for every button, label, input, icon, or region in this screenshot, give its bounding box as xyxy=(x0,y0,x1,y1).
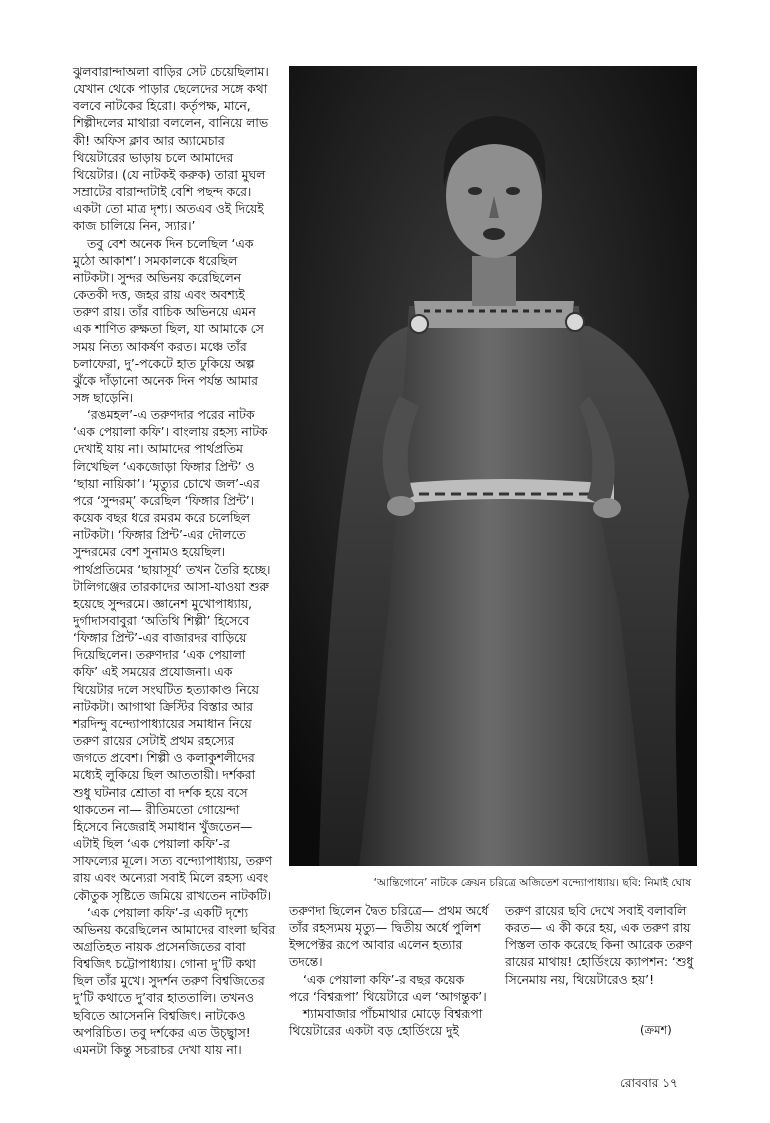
text-line: ‘ফিঙ্গার প্রিন্ট’-এর বাজারদর বাড়িয়ে xyxy=(73,631,247,646)
text-line: ইন্সপেক্টর রূপে আবার এলেন হত্যার xyxy=(289,938,463,953)
text-line: মধ্যেই লুকিয়ে ছিল আততায়ী। দর্শকরা xyxy=(73,768,256,783)
text-line: থিয়েটারের ভাড়ায় চলে আমাদের xyxy=(73,150,234,165)
text-line: তরুণ রায়ের সেটাই প্রথম রহস্যের xyxy=(73,734,235,749)
article-paragraph-4 xyxy=(73,905,277,1059)
text-line: শ্যামবাজার পাঁচমাথার মোড়ে বিশ্বরূপা xyxy=(303,1006,483,1021)
text-line: শরদিন্দু বন্দ্যোপাধ্যায়ের সমাধান নিয়ে xyxy=(73,716,252,731)
text-line: কৌতুক সৃষ্টিতে জমিয়ে রাখতেন নাটকটি। xyxy=(73,888,272,903)
text-line: কেতকী দত্ত, জহর রায় এবং অবশ্যই xyxy=(73,288,245,303)
text-line: ‘রঙমহল’-এ তরুণদার পরের নাটক xyxy=(87,408,255,423)
text-line: অপরিচিত। তবু দর্শকের এত উচ্ছ্বাস! xyxy=(73,1025,251,1040)
text-line: তরুণ রায়। তাঁর বাচিক অভিনয়ে এমন xyxy=(73,305,256,320)
text-line: এটাই ছিল ‘এক পেয়ালা কফি’-র xyxy=(73,837,230,852)
text-line: ‘এক পেয়ালা কফি’-র একটি দৃশ্যে xyxy=(87,905,249,920)
text-line: হিসেবে নিজেরাই সমাধান খুঁজতেন— xyxy=(73,819,253,834)
photo-illustration xyxy=(289,66,697,866)
article-paragraph-1 xyxy=(73,64,277,236)
text-line: চলাফেরা, দু’-পকেটে হাত ঢুকিয়ে অল্প xyxy=(73,356,255,371)
actor-photograph xyxy=(289,66,697,866)
text-line: ঝুঁকে দাঁড়ানো অনেক দিন পর্যন্ত আমার xyxy=(73,373,258,388)
text-line: ‘এক পেয়ালা কফি’। বাংলায় রহস্য নাটক xyxy=(73,425,268,440)
text-line: এমনটা কিন্তু সচরাচর দেখা যায় না। xyxy=(73,1042,242,1057)
text-line: অভিনয় করেছিলেন আমাদের বাংলা ছবির xyxy=(73,922,276,937)
text-line: থিয়েটারের একটা বড় হোর্ডিংয়ে দুই xyxy=(289,1024,459,1039)
article-right-column xyxy=(505,903,700,989)
text-line: নাটকটা। ‘ফিঙ্গার প্রিন্ট’-এর দৌলতে xyxy=(73,528,246,543)
text-line: থিয়েটার। (যে নাটকই করুক) তারা মুঘল xyxy=(73,167,266,182)
text-line: ছবিতে আসেননি বিশ্বজিৎ। নাটকেও xyxy=(73,1008,246,1023)
text-line: শুধু ঘটনার শ্রোতা বা দর্শক হয়ে বসে xyxy=(73,785,248,800)
continued-label: (ক্রমশ) xyxy=(640,1023,672,1037)
text-line: জগতে প্রবেশ। শিল্পী ও কলাকুশলীদের xyxy=(73,751,255,766)
article-middle-column xyxy=(289,903,499,1040)
text-line: মুঠো আকাশ’। সমকালকে ধরেছিল xyxy=(73,253,238,268)
text-line: ছিল তাঁর মুখে। সুদর্শন তরুণ বিশ্বজিতের xyxy=(73,974,265,989)
text-line: তরুণদা ছিলেন দ্বৈত চরিত্রে— প্রথম অর্ধে xyxy=(289,904,489,918)
text-line: সময় নিত্য আকর্ষণ করত। মঞ্চে তাঁর xyxy=(73,339,247,354)
text-line: পার্থপ্রতিমের ‘ছায়াসূর্য’ তখন তৈরি হচ্ছে। xyxy=(73,562,271,577)
text-line: রায় এবং অন্যেরা সবাই মিলে রহস্য এবং xyxy=(73,871,269,886)
text-line: নাটকটা। আগাথা ক্রিস্টির বিস্তার আর xyxy=(73,699,253,714)
article-left-column xyxy=(73,64,277,1059)
text-line: বিশ্বজিৎ চট্টোপাধ্যায়। গোনা দু’টি কথা xyxy=(73,957,256,972)
text-line: টালিগঞ্জের তারকাদের আসা-যাওয়া শুরু xyxy=(73,579,269,594)
text-line: থাকতেন না— রীতিমতো গোয়েন্দা xyxy=(73,802,240,817)
text-line: সিনেমায় নয়, থিয়েটারেও হয়’! xyxy=(505,972,655,987)
text-line: তাঁর রহস্যময় মৃত্যু— দ্বিতীয় অর্ধে পুলিশ xyxy=(289,921,481,936)
text-line: দেখাই যায় না। আমাদের পার্থপ্রতিম xyxy=(73,442,243,457)
text-line: সম্রাটের বারান্দাটাই বেশি পছন্দ করে। xyxy=(73,185,252,200)
text-line: দু’টি কথাতে দু’বার হাততালি। তখনও xyxy=(73,991,254,1006)
article-paragraph-3 xyxy=(73,407,277,905)
text-line: কী! অফিস ক্লাব আর অ্যামেচার xyxy=(73,133,225,148)
text-line: ‘এক পেয়ালা কফি’-র বছর কয়েক xyxy=(303,972,465,987)
text-line: পিস্তল তাক করেছে কিনা আরেক তরুণ xyxy=(505,938,693,953)
text-line: তরুণ রায়ের ছবি দেখে সবাই বলাবলি xyxy=(505,904,687,918)
text-line: থিয়েটার দলে সংঘটিত হত্যাকাণ্ড নিয়ে xyxy=(73,682,259,697)
text-line: করত— এ কী করে হয়, এক তরুণ রায় xyxy=(505,921,691,936)
text-line: কাজ চালিয়ে নিন, স্যার।’ xyxy=(73,219,196,234)
text-line: সঙ্গ ছাড়েনি। xyxy=(73,390,134,405)
text-line: ‘ছায়া নায়িকা’। ‘মৃত্যুর চোখে জল’-এর xyxy=(73,476,260,491)
text-line: ঝুলবারান্দাঅলা বাড়ির সেট চেয়েছিলাম। xyxy=(73,65,269,79)
text-line: সাফল্যের মূলে। সত্য বন্দ্যোপাধ্যায়, তরুণ xyxy=(73,854,272,869)
text-line: বলবে নাটকের হিরো। কর্তৃপক্ষ, মানে, xyxy=(73,99,251,114)
text-line: কয়েক বছর ধরে রমরম করে চলেছিল xyxy=(73,511,250,526)
text-line: রায়ের মাথায়! হোর্ডিংয়ে ক্যাপশন: ‘শুধু xyxy=(505,955,694,970)
text-line: শিল্পীদলের মাথারা বললেন, বানিয়ে লাভ xyxy=(73,116,269,131)
text-line: এক শাণিত রুক্ষতা ছিল, যা আমাকে সে xyxy=(73,322,264,337)
text-line: অগ্রতিহত নায়ক প্রসেনজিতের বাবা xyxy=(73,939,246,954)
text-line: কফি’ এই সময়ের প্রযোজনা। এক xyxy=(73,665,233,680)
article-paragraph-2 xyxy=(73,236,277,408)
page-folio: রোববার ১৭ xyxy=(620,1076,678,1090)
text-line: নাটকটা। সুন্দর অভিনয় করেছিলেন xyxy=(73,270,241,285)
text-line: হয়েছে সুন্দরমে। জ্ঞানেশ মুখোপাধ্যায়, xyxy=(73,596,253,611)
text-line: লিখেছিল ‘একজোড়া ফিঙ্গার প্রিন্ট’ ও xyxy=(73,459,255,474)
text-line: দিয়েছিলেন। তরুণদার ‘এক পেয়ালা xyxy=(73,648,246,663)
photo-caption: ‘আন্তিগোনে’ নাটকে ক্রেয়ন চরিত্রে অজিতেশ বন্দ্যোপাধ্যায়। ছবি: নিমাই ঘোষ xyxy=(373,877,691,889)
text-line: তবু বেশ অনেক দিন চলেছিল ‘এক xyxy=(87,236,254,251)
text-line: যেখান থেকে পাড়ার ছেলেদের সঙ্গে কথা xyxy=(73,82,268,97)
text-line: সুন্দরমের বেশ সুনামও হয়েছিল। xyxy=(73,545,226,560)
text-line: দুর্গাদাসবাবুরা ‘অতিথি শিল্পী’ হিসেবে xyxy=(73,614,250,628)
text-line: তদন্তে। xyxy=(289,955,323,970)
text-line: পরে ‘বিশ্বরূপা’ থিয়েটারে এল ‘আগন্তুক’। xyxy=(289,989,487,1004)
text-line: পরে ‘সুন্দরম্‌’ করেছিল ‘ফিঙ্গার প্রিন্ট’। xyxy=(73,493,255,508)
text-line: একটা তো মাত্র দৃশ্য। অতএব ওই দিয়েই xyxy=(73,202,264,217)
